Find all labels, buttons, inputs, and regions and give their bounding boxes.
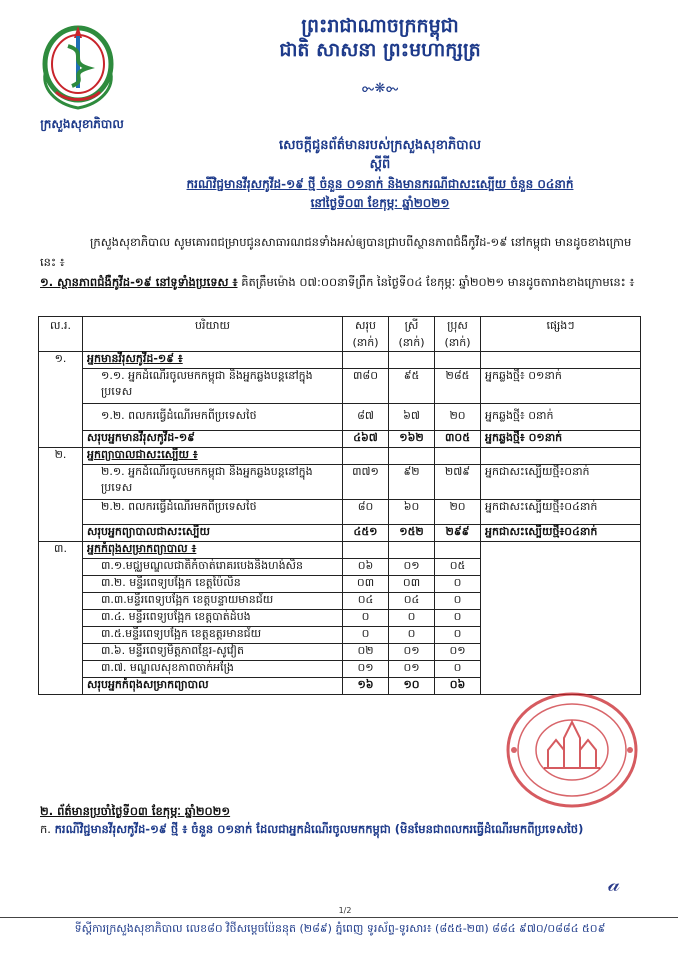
- cell-total: ០: [343, 627, 389, 644]
- cell-male: ០: [435, 593, 481, 610]
- cell-male: ០៥: [435, 559, 481, 576]
- group-title: អ្នកកំពុងសម្រាកព្យាបាល ៖: [83, 542, 343, 559]
- cell-female: ៦០: [389, 500, 435, 525]
- statistics-table: [38, 316, 641, 695]
- row-description: ៣.១.មជ្ឈមណ្ឌលជាតិកំចាត់រោគរបេងនិងហង់សិន: [83, 559, 343, 576]
- col-female: ស្រី (នាក់): [389, 317, 435, 352]
- row-description: សរុបអ្នកមានវីរុសកូវីដ-១៩: [83, 431, 343, 448]
- national-motto: ជាតិ សាសនា ព្រះមហាក្សត្រ: [279, 39, 481, 61]
- cell-male: ២៧៩: [435, 465, 481, 500]
- section-1-heading: ១. ស្ថានភាពជំងឺកូវីដ-១៩ នៅទូទាំងប្រទេស ៖: [40, 275, 238, 289]
- cell-female: ១០: [389, 678, 435, 695]
- row-description: ៣.២. មន្ទីរពេទ្យបង្អែក ខេត្តប៉ៃលិន: [83, 576, 343, 593]
- footer-address: ទីស្តីការក្រសួងសុខាភិបាល លេខ៨០ វិថីសម្តេចប៉ែននុត (២៨៩) ភ្នំពេញ ទូរស័ព្ទ-ទូរសារ៖ (៨៥៥-២៣) ៨៨៤ ៩៧០/០៨៨៤ ៥០៩: [74, 922, 606, 935]
- cell-male: ៣០៥: [435, 431, 481, 448]
- title-line-4: នៅថ្ងៃទី០៣ ខែកុម្ភៈ ឆ្នាំ២០២១: [310, 196, 450, 210]
- kingdom-name: ព្រះរាជាណាចក្រកម្ពុជា: [301, 15, 459, 37]
- cell-total: ៤៦៧: [343, 431, 389, 448]
- row-description: ៣.៥.មន្ទីរពេទ្យបង្អែក ខេត្តឧត្តរមានជ័យ: [83, 627, 343, 644]
- col-total: សរុប (នាក់): [343, 317, 389, 352]
- table-row: [39, 448, 641, 465]
- section-2-item: [40, 820, 640, 838]
- cell-female: ០១: [389, 661, 435, 678]
- table-row: [39, 500, 641, 525]
- cell-other: អ្នកជាសះស្បើយថ្មី៖០៤នាក់: [481, 500, 641, 525]
- cell-male: ២០: [435, 404, 481, 431]
- cell-female: ៦៧: [389, 404, 435, 431]
- row-description: ៣.៦. មន្ទីរពេទ្យមិត្តភាពខ្មែរ-សូវៀត: [83, 644, 343, 661]
- cell-male: ២៩៩: [435, 525, 481, 542]
- page-number: 1/2: [338, 906, 352, 915]
- official-stamp: [504, 690, 640, 810]
- cell-total: ០: [343, 610, 389, 627]
- cell-female: ០១: [389, 644, 435, 661]
- cell-total: ០៣: [343, 576, 389, 593]
- table-row: [39, 542, 641, 559]
- table-header-row: [39, 317, 641, 352]
- cell-total: ១៦: [343, 678, 389, 695]
- cell-female: ០៤: [389, 593, 435, 610]
- cell-total: ៨០: [343, 500, 389, 525]
- signature-mark: 𝒶: [608, 872, 621, 897]
- ministry-logo: [36, 18, 120, 114]
- row-description: ៣.៧. មណ្ឌលសុខភាពចាក់អង្រែ: [83, 661, 343, 678]
- cell-total: ០១: [343, 661, 389, 678]
- cell-female: ០១: [389, 559, 435, 576]
- cell-other: អ្នកឆ្លងថ្មី៖ ០នាក់: [481, 404, 641, 431]
- cell-total: ០៦: [343, 559, 389, 576]
- cell-female: ៩៥: [389, 369, 435, 404]
- table-row-subtotal: [39, 431, 641, 448]
- kingdom-heading: [230, 14, 530, 62]
- row-description: ២.២. ពលករធ្វើដំណើរមកពីប្រទេសថៃ: [83, 500, 343, 525]
- footer-divider: [0, 917, 678, 918]
- col-other: ផ្សេងៗ: [481, 317, 641, 352]
- group-number: ២.: [39, 448, 83, 542]
- cell-male: ០: [435, 661, 481, 678]
- row-description: សរុបអ្នកព្យាបាលជាសះស្បើយ: [83, 525, 343, 542]
- cell-total: ០៤: [343, 593, 389, 610]
- intro-text: ក្រសួងសុខាភិបាល សូមគោរពជម្រាបជូនសាធារណជនទាំងអស់ឲ្យបានជ្រាបពីស្ថានភាពជំងឺកូវីដ-១៩ នៅកម្ពុជា មានដូចខាងក្រោមនេះ ៖: [40, 235, 632, 269]
- cell-total: ៤៥១: [343, 525, 389, 542]
- table-row: [39, 404, 641, 431]
- cell-other: អ្នកឆ្លងថ្មី៖ ០១នាក់: [481, 431, 641, 448]
- cell-other: អ្នកឆ្លងថ្មី៖ ០១នាក់: [481, 369, 641, 404]
- group-title: អ្នកព្យាបាលជាសះស្បើយ ៖: [83, 448, 343, 465]
- cell-female: ១៥២: [389, 525, 435, 542]
- table-row: [39, 369, 641, 404]
- title-line-3: ករណីវិជ្ជមានវីរុសកូវីដ-១៩ ថ្មី ចំនួន ០១នាក់ និងមានករណីជាសះស្បើយ ចំនួន ០៤នាក់: [186, 177, 574, 191]
- col-no: ល.រ.: [39, 317, 83, 352]
- row-description: ២.១. អ្នកដំណើរចូលមកកម្ពុជា និងអ្នកឆ្លងបន្តនៅក្នុងប្រទេស: [83, 465, 343, 500]
- cell-female: ០: [389, 610, 435, 627]
- cell-total: ៣៨០: [343, 369, 389, 404]
- title-line-2: ស្តីពី: [369, 157, 391, 172]
- row-description: ១.២. ពលករធ្វើដំណើរមកពីប្រទេសថៃ: [83, 404, 343, 431]
- cell-male: ០: [435, 627, 481, 644]
- cell-other: អ្នកជាសះស្បើយថ្មី៖០នាក់: [481, 465, 641, 500]
- section-2: [40, 802, 640, 838]
- cell-female: ១៦២: [389, 431, 435, 448]
- cell-female: ០៣: [389, 576, 435, 593]
- cell-male: ០១: [435, 644, 481, 661]
- title-line-1: សេចក្តីជូនព័ត៌មានរបស់ក្រសួងសុខាភិបាល: [279, 138, 481, 153]
- item-label: ក.: [40, 822, 51, 836]
- cell-female: ០: [389, 627, 435, 644]
- table-row-subtotal: [39, 525, 641, 542]
- item-text: ករណីវិជ្ជមានវីរុសកូវីដ-១៩ ថ្មី ៖ ចំនួន ០១នាក់ ដែលជាអ្នកដំណើរចូលមកកម្ពុជា (មិនមែនជាពលករធ្វើដំណើរមកពីប្រទេសថៃ): [54, 822, 584, 836]
- cell-male: ០: [435, 576, 481, 593]
- cell-female: ៩២: [389, 465, 435, 500]
- group-title: អ្នកមានវីរុសកូវីដ-១៩ ៖: [83, 352, 343, 369]
- cell-male: ០៦: [435, 678, 481, 695]
- table-row: [39, 352, 641, 369]
- cell-male: ០: [435, 610, 481, 627]
- table-row: [39, 465, 641, 500]
- col-description: បរិយាយ: [83, 317, 343, 352]
- row-description: សរុបអ្នកកំពុងសម្រាកព្យាបាល: [83, 678, 343, 695]
- group-number: ១.: [39, 352, 83, 448]
- intro-paragraph: [40, 232, 640, 272]
- cell-male: ២០: [435, 500, 481, 525]
- cell-total: ៣៧១: [343, 465, 389, 500]
- document-title: [120, 136, 640, 212]
- ornament-divider: ᯡ❋ᯡ: [361, 81, 399, 96]
- section-1: [40, 272, 640, 292]
- row-description: ៣.៣.មន្ទីរពេទ្យបង្អែក ខេត្តបន្ទាយមានជ័យ: [83, 593, 343, 610]
- section-2-heading: ២. ព័ត៌មានប្រចាំថ្ងៃទី០៣ ខែកុម្ភៈ ឆ្នាំ២០២១: [40, 804, 231, 818]
- cell-total: ០២: [343, 644, 389, 661]
- cell-other: អ្នកជាសះស្បើយថ្មី៖០៤នាក់: [481, 525, 641, 542]
- section-1-text: គិតត្រឹមម៉ោង ០៧:០០នាទីព្រឹក នៃថ្ងៃទី០៤ ខែកុម្ភៈ ឆ្នាំ២០២១ មានដូចតារាងខាងក្រោមនេះ ៖: [241, 275, 635, 289]
- cell-total: ៨៧: [343, 404, 389, 431]
- ministry-name: ក្រសួងសុខាភិបាល: [40, 117, 124, 131]
- cell-male: ២៨៥: [435, 369, 481, 404]
- row-description: ៣.៤. មន្ទីរពេទ្យបង្អែក ខេត្តបាត់ដំបង: [83, 610, 343, 627]
- row-description: ១.១. អ្នកដំណើរចូលមកកម្ពុជា និងអ្នកឆ្លងបន្តនៅក្នុងប្រទេស: [83, 369, 343, 404]
- col-male: ប្រុស (នាក់): [435, 317, 481, 352]
- group-number: ៣.: [39, 542, 83, 695]
